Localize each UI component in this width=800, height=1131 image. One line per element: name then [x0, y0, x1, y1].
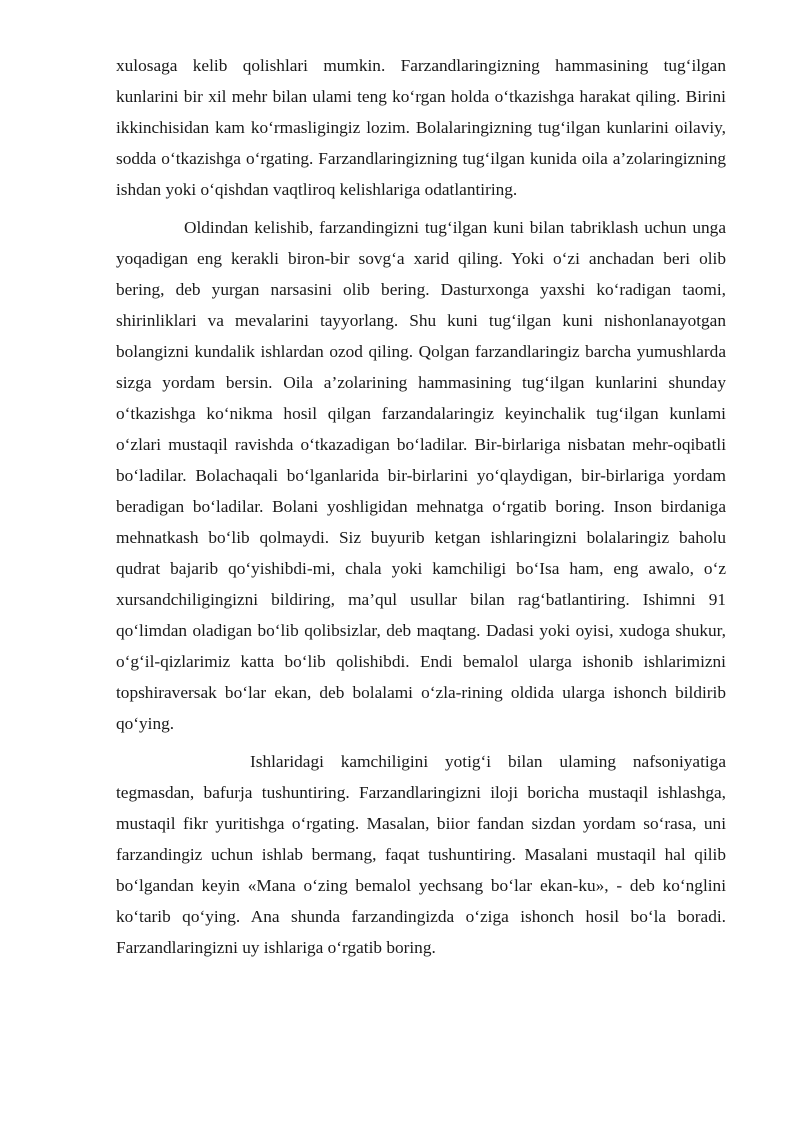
body-text: [116, 50, 726, 963]
paragraph-1: xulosaga kelib qolishlari mumkin. Farzandlaringizning hammasining tug‘ilgan kunlarini bir xil mehr bilan ulami teng ko‘rgan holda o‘tkazishga harakat qiling. Birini ikkinchisidan kam ko‘rmasligingiz lozim. Bolalaringizning tug‘ilgan kunlarini oilaviy, sodda o‘tkazishga o‘rgating. Farzandlaringizning tug‘ilgan kunida oila a’zolaringizning ishdan yoki o‘qishdan vaqtliroq kelishlariga odatlantiring.: [116, 56, 726, 199]
paragraph-3: Ishlaridagi kamchiligini yotig‘i bilan ulaming nafsoniyatiga tegmasdan, bafurja tushuntiring. Farzandlaringizni iloji boricha mustaqil ishlashga, mustaqil fikr yuritishga o‘rgating. Masalan, biior fandan sizdan yordam so‘rasa, uni farzandingiz uchun ishlab bermang, faqat tushuntiring. Masalani mustaqil hal qilib bo‘lgandan keyin «Mana o‘zing bemalol yechsang bo‘lar ekan-ku», - deb ko‘nglini ko‘tarib qo‘ying. Ana shunda farzandingizda o‘ziga ishonch hosil bo‘la boradi. Farzandlaringizni uy ishlariga o‘rgatib boring.: [116, 752, 726, 957]
paragraph-2: Oldindan kelishib, farzandingizni tug‘ilgan kuni bilan tabriklash uchun unga yoqadigan eng kerakli biron-bir sovg‘a xarid qiling. Yoki o‘zi anchadan beri olib bering, deb yurgan narsasini olib bering. Dasturxonga yaxshi ko‘radigan taomi, shirinliklari va mevalarini tayyorlang. Shu kuni tug‘ilgan kuni nishonlanayotgan bolangizni kundalik ishlardan ozod qiling. Qolgan farzandlaringiz barcha yumushlarda sizga yordam bersin. Oila a’zolarining hammasining tug‘ilgan kunlarini shunday o‘tkazishga ko‘nikma hosil qilgan farzandalaringiz keyinchalik tug‘ilgan kunlami o‘zlari mustaqil ravishda o‘tkazadigan bo‘ladilar. Bir-birlariga nisbatan mehr-oqibatli bo‘ladilar. Bolachaqali bo‘lganlarida bir-birlarini yo‘qlaydigan, bir-birlariga yordam beradigan bo‘ladilar. Bolani yoshligidan mehnatga o‘rgatib boring. Inson birdaniga mehnatkash bo‘lib qolmaydi. Siz buyurib ketgan ishlaringizni bolalaringiz baholu qudrat bajarib qo‘yishibdi-mi, chala yoki kamchiligi bo‘Isa ham, eng awalo, o‘z xursandchiligingizni bildiring, ma’qul usullar bilan rag‘batlantiring. Ishimni 91 qo‘limdan oladigan bo‘lib qolibsizlar, deb maqtang. Dadasi yoki oyisi, xudoga shukur, o‘g‘il-qizlarimiz katta bo‘lib qolishibdi. Endi bemalol ularga ishonib ishlarimizni topshiraversak bo‘lar ekan, deb bolalami o‘zla-rining oldida ularga ishonch bildirib qo‘ying.: [116, 218, 726, 733]
